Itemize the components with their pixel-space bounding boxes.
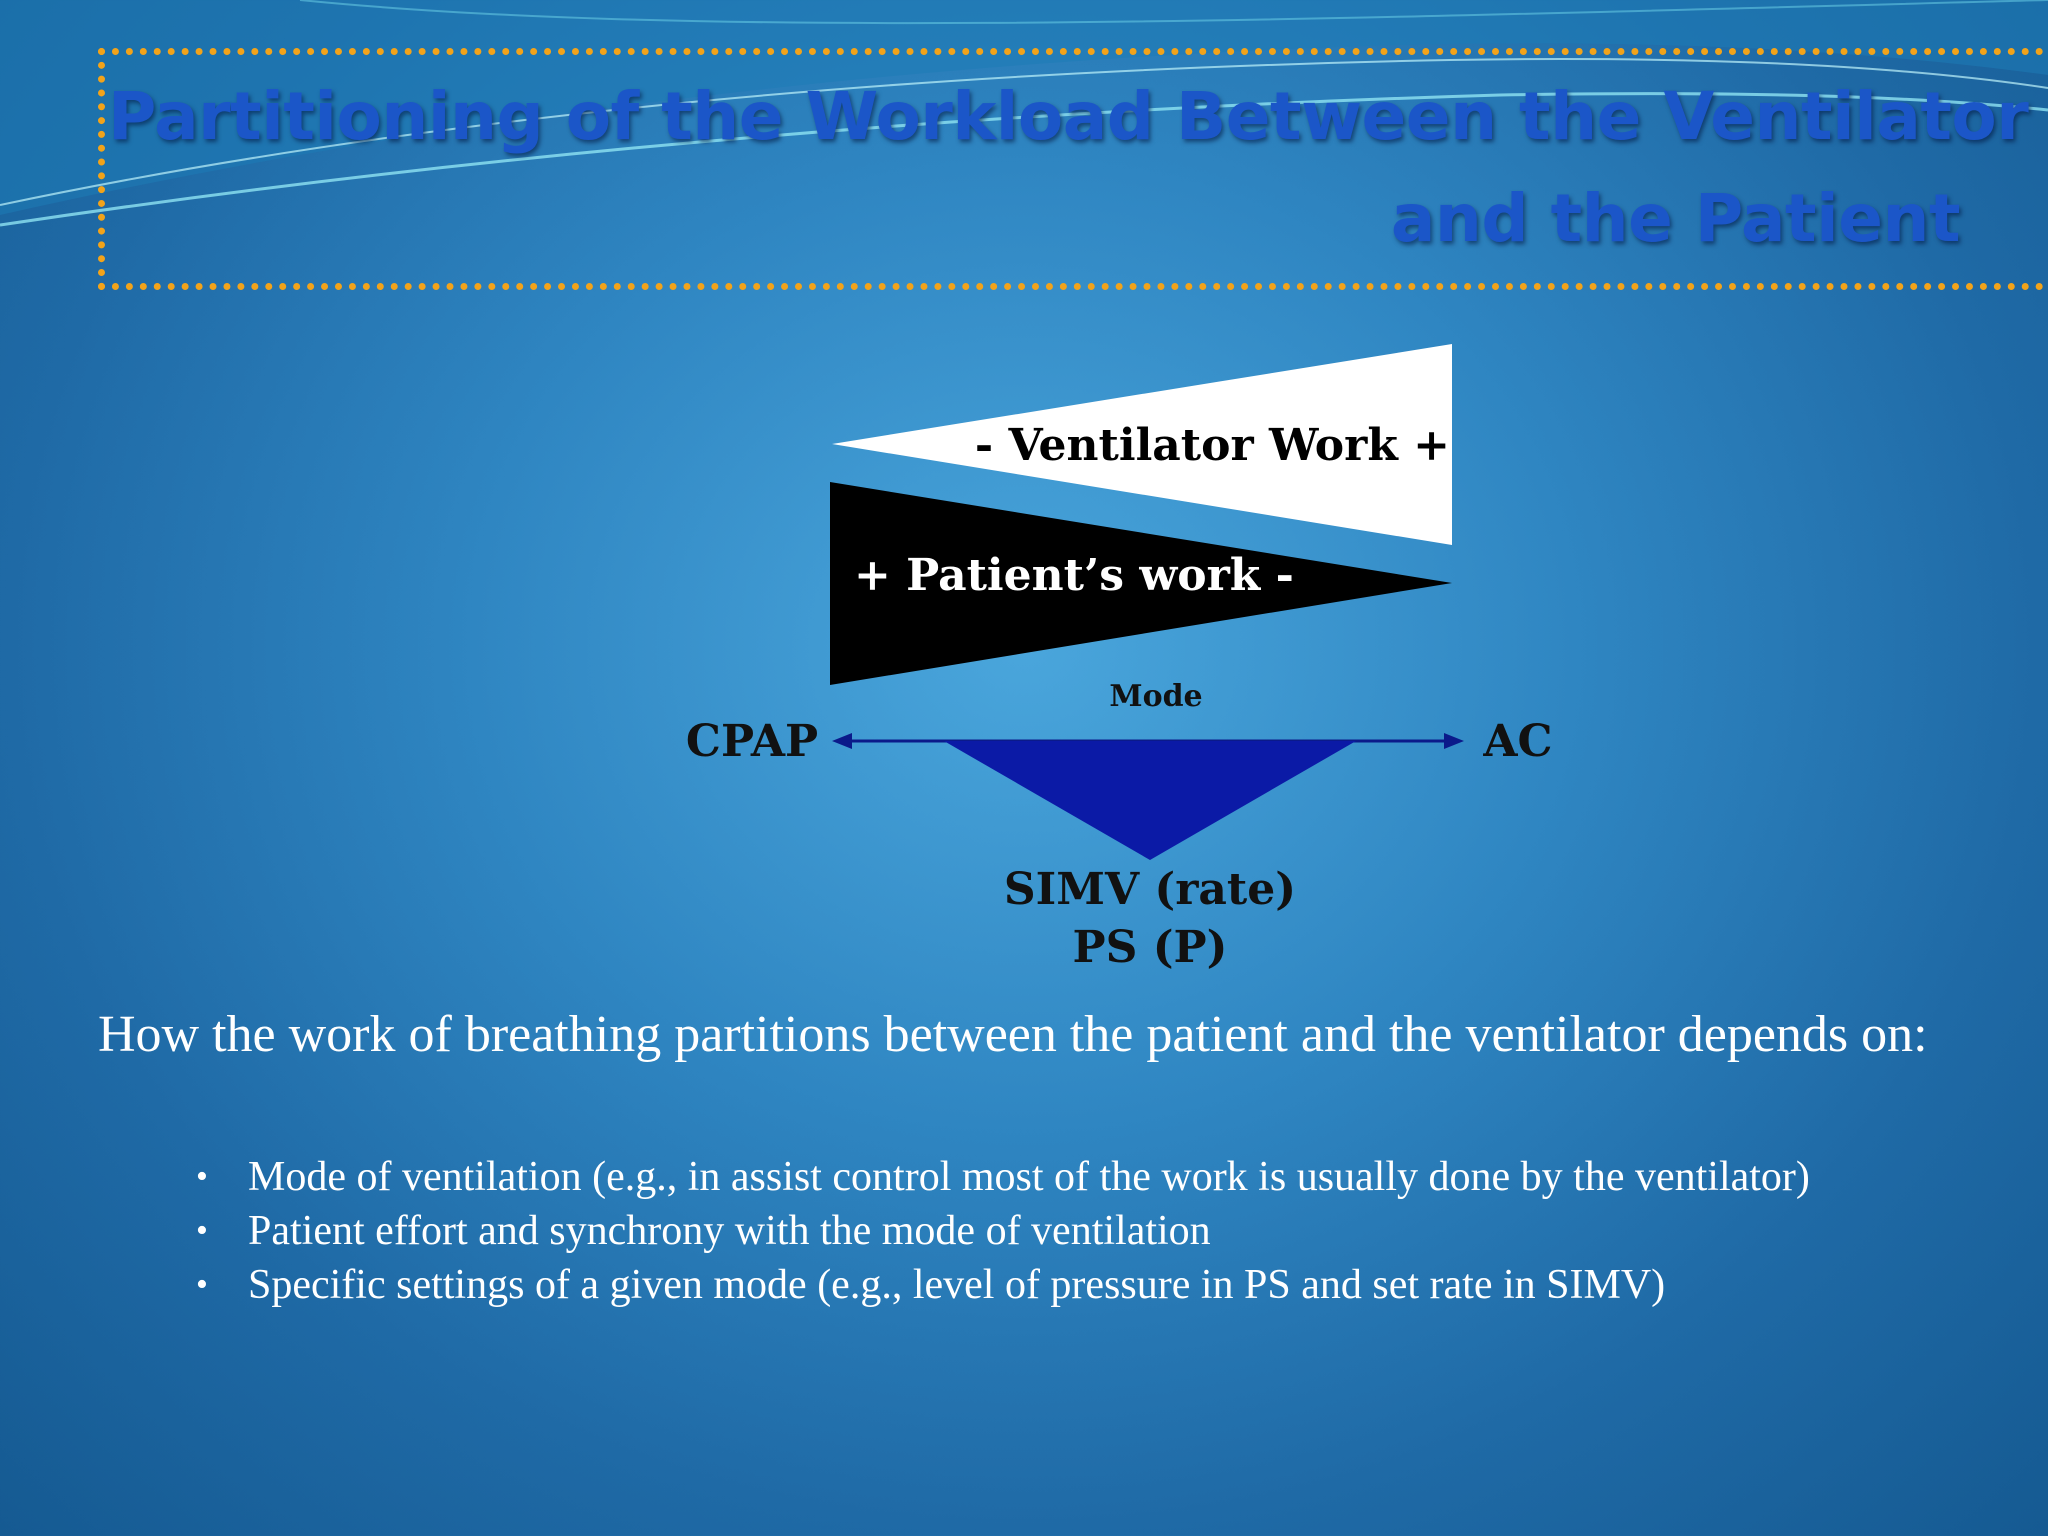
intro-paragraph: How the work of breathing partitions between the patient and the ventilator depends on: [98, 1006, 1928, 1063]
bullet-text: Specific settings of a given mode (e.g., level of pressure in PS and set rate in SIMV) [248, 1262, 1666, 1308]
bullet-dot: • [196, 1212, 208, 1249]
bullet-text: Mode of ventilation (e.g., in assist control most of the work is usually done by the ventilator) [248, 1154, 1810, 1200]
arrowhead-right [1444, 733, 1464, 749]
list-item [196, 1150, 1810, 1204]
list-item [196, 1258, 1810, 1312]
arrowhead-left [832, 733, 852, 749]
slide-title-line1: Partitioning of the Workload Between the Ventilator [108, 78, 2029, 155]
mode-triangle [944, 741, 1356, 860]
slide-title-line2: and the Patient [1390, 180, 1960, 257]
simv-rate-label: SIMV (rate) [1003, 864, 1297, 915]
bullet-list [196, 1150, 1810, 1312]
mode-label: Mode [1109, 679, 1203, 714]
ventilator-work-label: - Ventilator Work + [974, 420, 1450, 471]
ac-label: AC [1483, 716, 1553, 767]
list-item [196, 1204, 1810, 1258]
ps-p-label: PS (P) [1072, 922, 1228, 973]
cpap-label: CPAP [685, 716, 819, 767]
bullet-dot: • [196, 1266, 208, 1303]
bullet-dot: • [196, 1158, 208, 1195]
bullet-text: Patient effort and synchrony with the mode of ventilation [248, 1208, 1211, 1254]
patient-work-label: + Patient’s work - [854, 550, 1294, 601]
